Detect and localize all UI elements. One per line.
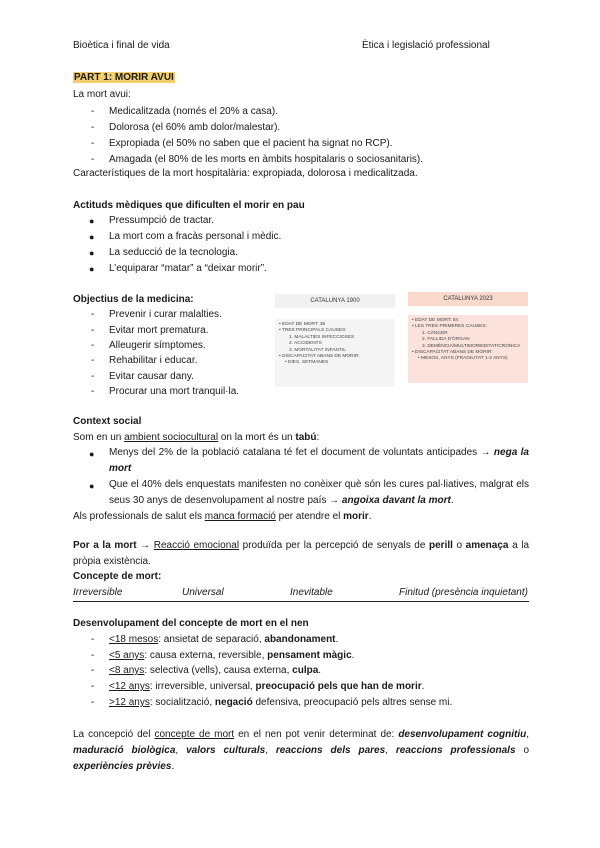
text-run: o xyxy=(515,745,530,756)
text-run: : selectiva (vells), causa externa, xyxy=(144,665,293,676)
bold-term: morir xyxy=(343,511,369,522)
development-item xyxy=(109,697,452,708)
concept-term: Universal xyxy=(182,587,224,598)
bullet-icon: ● xyxy=(89,216,95,226)
list-item: Evitar mort prematura. xyxy=(109,325,209,336)
card-line: 2. FALLIDA D'ÒRGAN xyxy=(422,337,470,343)
attitudes-heading: Actituds mèdiques que dificulten el morir en pau xyxy=(73,200,305,211)
card-title-2023: CATALUNYA 2023 xyxy=(408,292,528,306)
underlined-term: concepte de mort xyxy=(154,729,235,740)
list-item: Alleugerir símptomes. xyxy=(109,340,206,351)
dash-marker: - xyxy=(91,386,95,397)
context-line-1 xyxy=(73,432,319,443)
list-item: La seducció de la tecnologia. xyxy=(109,247,238,258)
context-bullet-2 xyxy=(109,477,529,509)
dash-marker: - xyxy=(91,650,95,661)
card-line: • EDAT DE MORT: 35 xyxy=(279,322,326,327)
card-title-1900: CATALUNYA 1900 xyxy=(275,294,395,308)
development-item xyxy=(109,681,424,692)
list-item: L’equiparar “matar” a “deixar morir”. xyxy=(109,263,267,274)
bullet-icon: ● xyxy=(89,449,95,459)
list-item: Expropiada (el 50% no saben que el pacient ha signat no RCP). xyxy=(109,138,393,149)
concept-term: Inevitable xyxy=(290,587,333,598)
card-line: 2. ACCIDENTS xyxy=(289,341,322,347)
text-run: o xyxy=(452,540,466,551)
bold-term: Por a la mort xyxy=(73,540,137,551)
bold-term: culpa xyxy=(292,665,319,676)
text-run: on la mort és un xyxy=(218,432,296,443)
text-run: : irreversible, universal, xyxy=(149,681,256,692)
list-item: Medicalitzada (només el 20% a casa). xyxy=(109,106,278,117)
text-run: . xyxy=(171,761,175,772)
dash-marker: - xyxy=(91,355,95,366)
part-title-highlight: PART 1: MORIR AVUI xyxy=(74,72,174,83)
bold-term: abandonament xyxy=(264,634,336,645)
bullet-icon: ● xyxy=(89,481,95,491)
dash-marker: - xyxy=(91,371,95,382)
text-run: produïda per la percepció de senyals de xyxy=(239,540,430,551)
text-run: Als professionals de salut els xyxy=(73,511,205,522)
dash-marker: - xyxy=(91,122,95,133)
emphasis: valors culturals xyxy=(186,745,266,756)
reaction-paragraph xyxy=(73,538,529,570)
dash-marker: - xyxy=(91,665,95,676)
emphasis: reaccions dels pares xyxy=(275,745,386,756)
bold-term: negació xyxy=(214,697,253,708)
list-item: La mort com a fracàs personal i mèdic. xyxy=(109,231,282,242)
text-run: , xyxy=(385,745,396,756)
part-title xyxy=(73,72,175,83)
text-run: . xyxy=(318,665,322,676)
card-body-2023 xyxy=(408,315,528,383)
bold-term: pensament màgic xyxy=(267,650,352,661)
bullet-icon: ● xyxy=(89,264,95,274)
emphasis: angoixa davant la mort xyxy=(341,495,451,506)
intro-line: La mort avui: xyxy=(73,89,131,100)
text-run: a la pròpia existència. xyxy=(73,540,530,567)
objectives-heading: Objectius de la medicina: xyxy=(73,294,194,305)
list-item: Amagada (el 80% de les morts en àmbits hospitalaris o sociosanitaris). xyxy=(109,154,424,165)
card-line: 3. MORTALITAT INFANTIL xyxy=(289,347,346,353)
emphasis: desenvolupament cognitiu xyxy=(398,729,527,740)
age-range: <8 anys xyxy=(109,665,145,676)
text-run: : xyxy=(316,432,320,443)
text-run: . xyxy=(335,634,339,645)
bold-term: tabú xyxy=(295,432,317,443)
card-body-1900 xyxy=(275,319,395,387)
card-line: • LES TRES PRIMERES CAUSES: xyxy=(412,324,487,330)
dash-marker: - xyxy=(91,309,95,320)
card-line: • DIES, SETMANES xyxy=(285,360,329,366)
age-range: <5 anys xyxy=(109,650,145,661)
emphasis: reaccions professionals xyxy=(395,745,516,756)
summary-line: Característiques de la mort hospitalària: expropiada, dolorosa i medicalitzada. xyxy=(73,168,418,179)
dash-marker: - xyxy=(91,340,95,351)
list-item: Dolorosa (el 60% amb dolor/malestar). xyxy=(109,122,281,133)
text-run: . xyxy=(450,495,454,506)
header-course: Bioètica i final de vida xyxy=(73,40,170,51)
card-line: • DISCAPACITAT ABANS DE MORIR: xyxy=(279,354,360,360)
age-range: <12 anys xyxy=(109,681,150,692)
text-run: : ansietat de separació, xyxy=(158,634,265,645)
card-line: 1. CÀNCER xyxy=(422,330,448,336)
context-bullet-1 xyxy=(109,445,529,477)
text-run: . xyxy=(351,650,355,661)
arrow: → xyxy=(136,540,154,551)
development-heading: Desenvolupament del concepte de mort en el nen xyxy=(73,618,309,629)
concept-heading: Concepte de mort: xyxy=(73,571,162,582)
list-item: Evitar causar dany. xyxy=(109,371,194,382)
text-run: defensiva, preocupació pels altres sense mi. xyxy=(252,697,453,708)
text-run: per atendre el xyxy=(275,511,344,522)
text-run: Que el 40% dels enquestats manifesten no conèixer què són les cures pal·liatives, malgrat els seus 30 anys de desenvolupament al nostre país → xyxy=(109,479,529,506)
card-line: 1. MALALTIES INFECCIOSES xyxy=(289,334,355,340)
list-item: Procurar una mort tranquil·la. xyxy=(109,386,240,397)
text-run: La concepció del xyxy=(73,729,155,740)
dash-marker: - xyxy=(91,697,95,708)
list-item: Rehabilitar i educar. xyxy=(109,355,198,366)
dash-marker: - xyxy=(91,325,95,336)
text-run: , xyxy=(526,729,529,740)
context-line-2 xyxy=(73,511,371,522)
development-item xyxy=(109,634,338,645)
underlined-term: Reacció emocional xyxy=(153,540,240,551)
emphasis: maduració biològica xyxy=(73,745,176,756)
text-run: : causa externa, reversible, xyxy=(144,650,268,661)
text-run: . xyxy=(368,511,372,522)
bullet-icon: ● xyxy=(89,232,95,242)
text-run: , xyxy=(175,745,187,756)
development-item xyxy=(109,650,354,661)
final-paragraph xyxy=(73,727,529,775)
card-line: • MESOS, ANYS (FRAGILITAT 1-2 ANYS) xyxy=(418,356,508,362)
header-subject: Ètica i legislació professional xyxy=(362,40,490,51)
bold-term: preocupació pels que han de morir xyxy=(255,681,422,692)
dash-marker: - xyxy=(91,681,95,692)
concept-term: Irreversible xyxy=(73,587,123,598)
text-run: . xyxy=(421,681,425,692)
dash-marker: - xyxy=(91,634,95,645)
card-line: • EDAT DE MORT: 84 xyxy=(412,318,459,323)
age-range: >12 anys xyxy=(109,697,150,708)
card-line: • DISCAPACITAT ABANS DE MORIR: xyxy=(412,350,493,356)
emphasis: experiències prèvies xyxy=(73,761,172,772)
age-range: <18 mesos xyxy=(109,634,159,645)
bold-term: perill xyxy=(429,540,453,551)
text-run: Som en un xyxy=(73,432,125,443)
dash-marker: - xyxy=(91,138,95,149)
concept-term: Finitud (presència inquietant) xyxy=(399,587,528,598)
text-run: Menys del 2% de la població catalana té fet el document de voluntats anticipades → xyxy=(109,447,494,458)
card-line: 3. DEMÈNCIA/MULTIMORBIDITAT/CRÒNICA xyxy=(422,343,521,349)
divider xyxy=(73,601,529,602)
text-run: : socialització, xyxy=(149,697,215,708)
bullet-icon: ● xyxy=(89,248,95,258)
list-item: Pressumpció de tractar. xyxy=(109,215,215,226)
bold-term: amenaça xyxy=(465,540,509,551)
underlined-term: ambient sociocultural xyxy=(124,432,219,443)
list-item: Prevenir i curar malalties. xyxy=(109,309,222,320)
development-item xyxy=(109,665,321,676)
dash-marker: - xyxy=(91,154,95,165)
emphasis: nega la mort xyxy=(109,447,529,474)
text-run: en el nen pot venir determinat de: xyxy=(234,729,399,740)
underlined-term: manca formació xyxy=(204,511,276,522)
text-run: , xyxy=(265,745,276,756)
card-line: • TRES PRINCIPALS CAUSES: xyxy=(279,328,347,334)
context-heading: Context social xyxy=(73,416,142,427)
dash-marker: - xyxy=(91,106,95,117)
